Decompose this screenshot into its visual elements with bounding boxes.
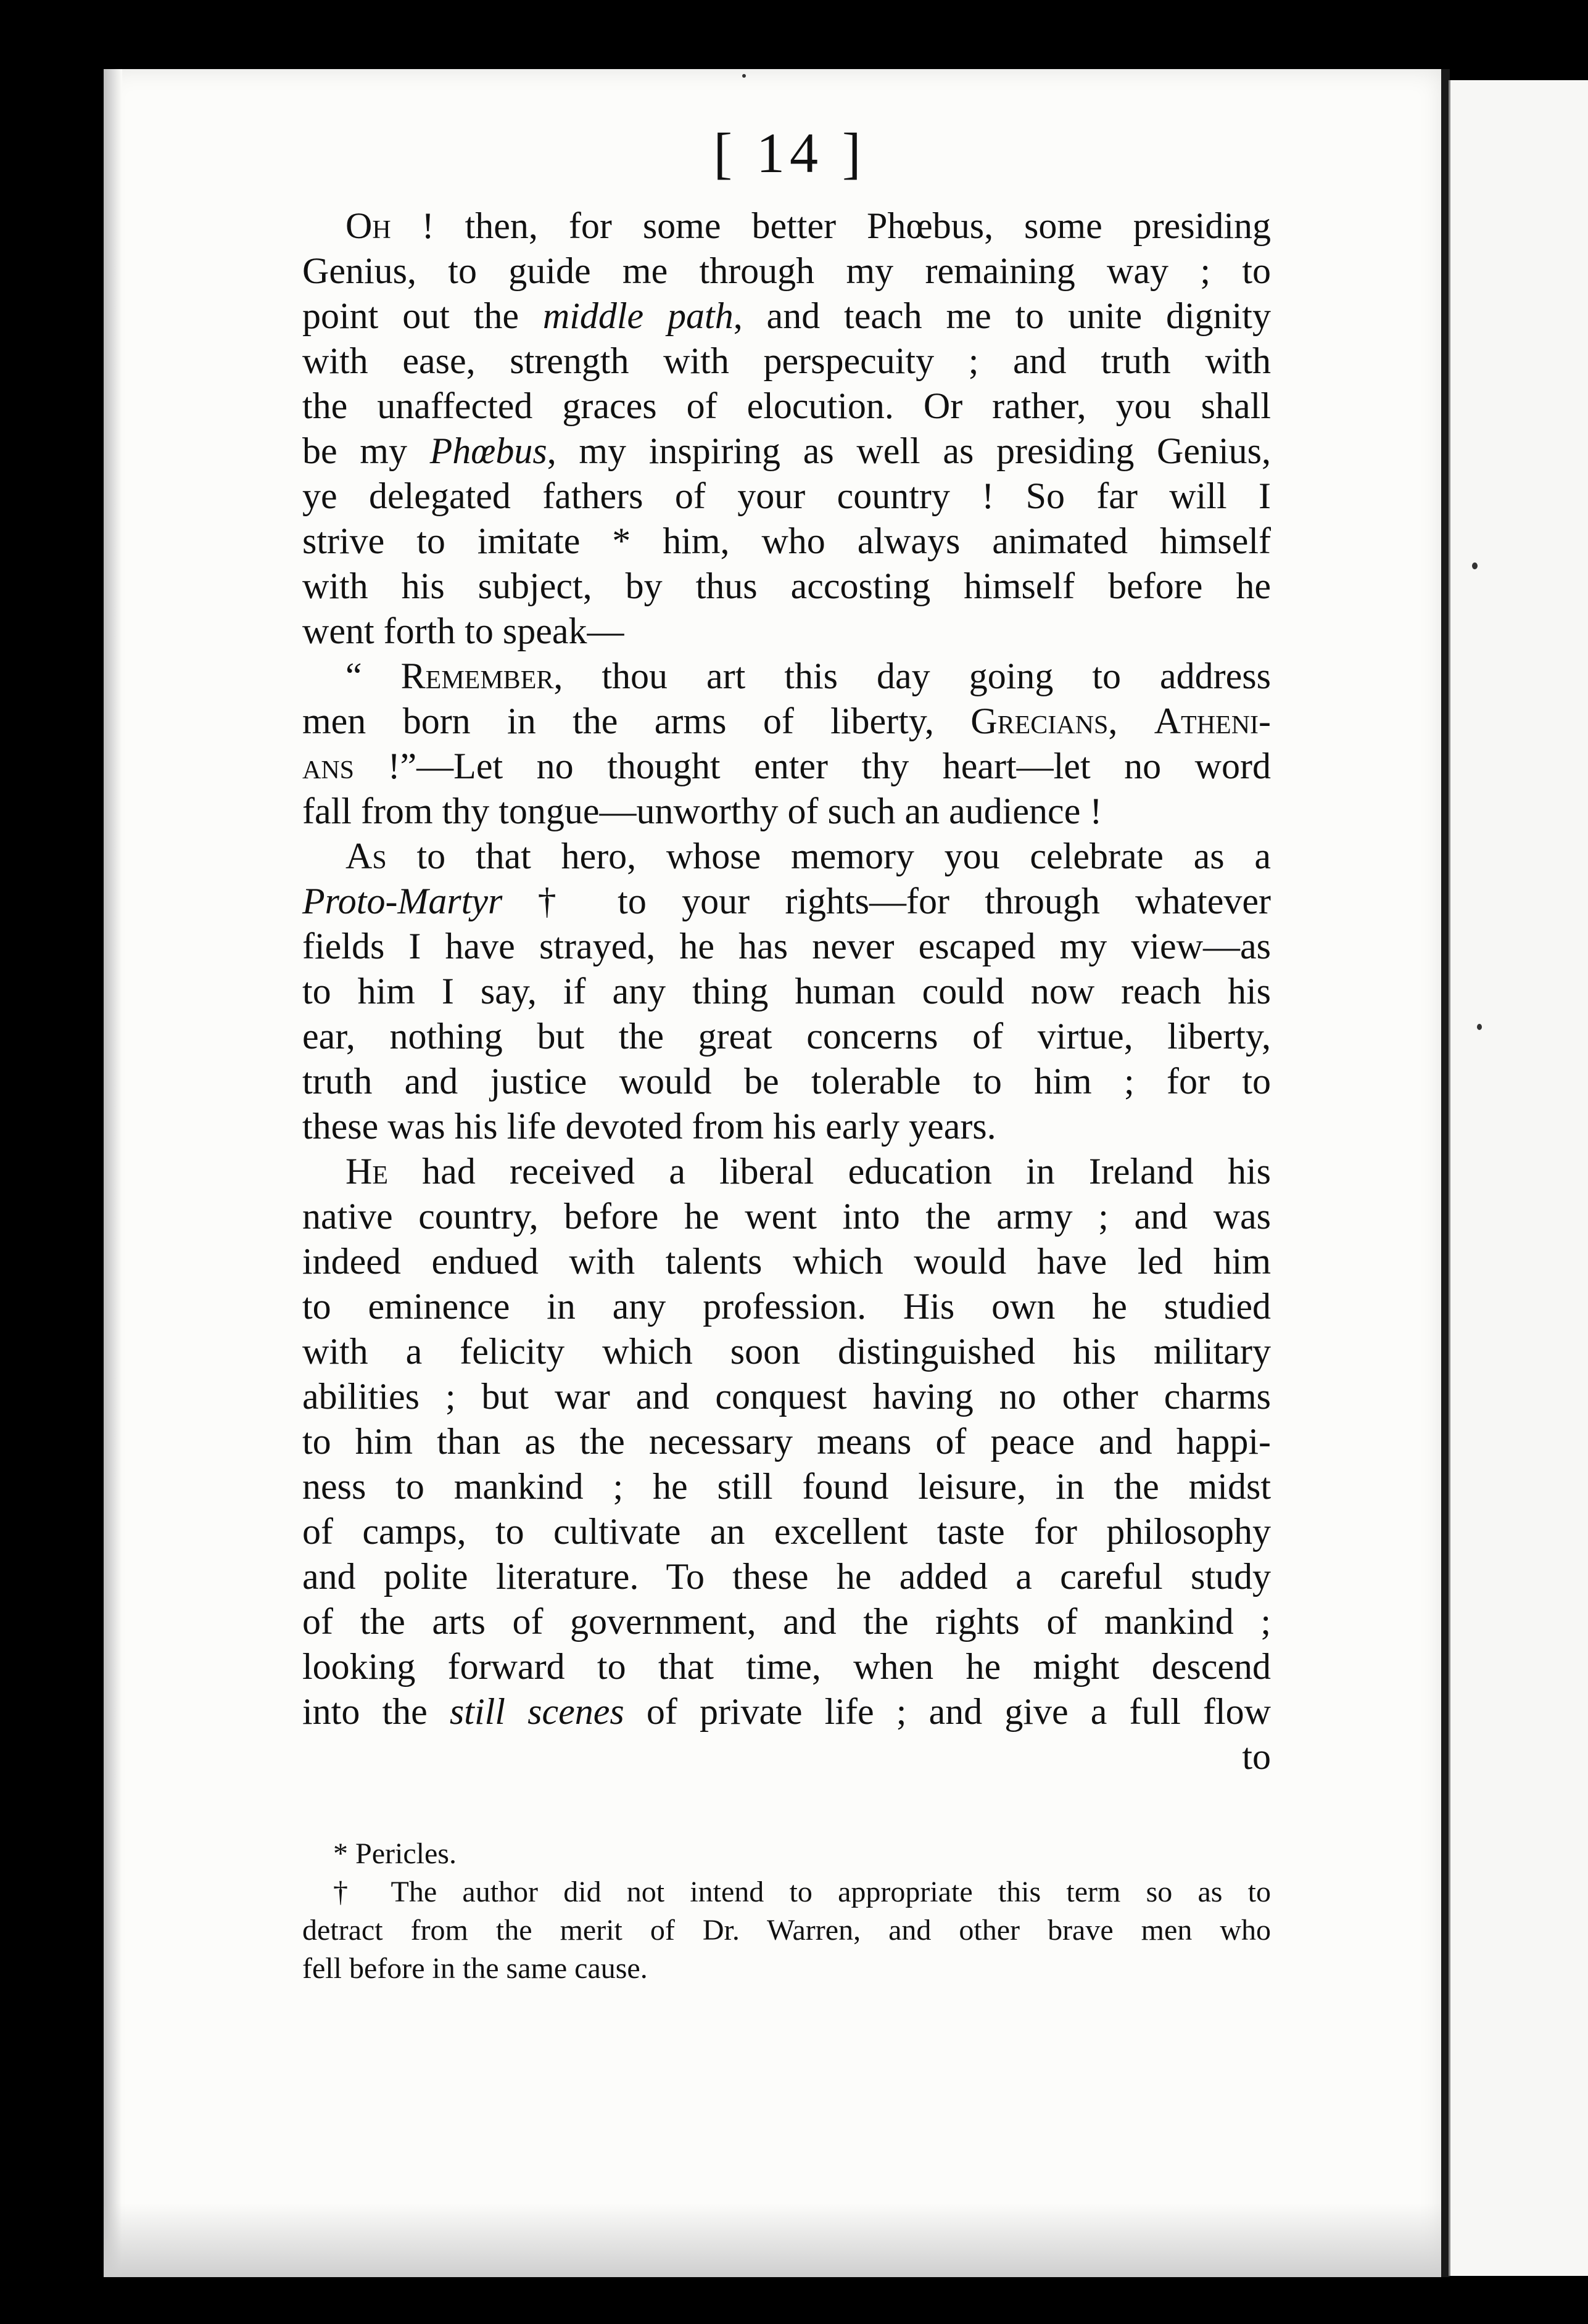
small-caps-run: Atheni-	[1154, 701, 1271, 741]
footnote: * Pericles.	[333, 1837, 457, 1870]
small-caps-run: ans	[302, 746, 355, 786]
text-line: abilities ; but war and conquest having no other charms	[302, 1376, 1271, 1417]
text-run: into the	[302, 1691, 450, 1732]
text-line	[302, 879, 1271, 924]
text-line: ear, nothing but the great concerns of virtue, liberty,	[302, 1016, 1271, 1057]
text-run: men born in the arms of liberty,	[302, 701, 971, 741]
ink-speck	[1472, 562, 1478, 569]
text-line: ye delegated fathers of your country ! So far will I	[302, 476, 1271, 516]
text-line: strive to imitate * him, who always animated himself	[302, 521, 1271, 561]
text-line	[302, 429, 1271, 474]
page-bottom-shadow	[104, 2203, 1442, 2277]
text-run: !”—Let no thought enter thy heart—let no word	[354, 746, 1271, 786]
footnote: fell before in the same cause.	[302, 1952, 648, 1985]
text-run: , and teach me to unite dignity	[733, 295, 1271, 336]
text-line: and polite literature. To these he added a careful study	[302, 1556, 1271, 1597]
text-line: these was his life devoted from his early years.	[302, 1106, 996, 1147]
footnote: † The author did not intend to appropriate this term so as to	[333, 1876, 1271, 1908]
text-run: , my inspiring as well as presiding Genius,	[547, 431, 1271, 471]
text-run: ! then, for some better Phœbus, some presiding	[391, 205, 1271, 246]
text-line	[302, 744, 1271, 789]
text-run: had received a liberal education in Ireland his	[388, 1151, 1271, 1192]
text-line	[302, 294, 1271, 339]
italic-run: still scenes	[449, 1691, 624, 1732]
italic-run: Proto-Martyr	[302, 881, 503, 921]
text-run: point out the	[302, 295, 543, 336]
ink-speck	[742, 74, 746, 78]
text-line: with his subject, by thus accosting himself before he	[302, 566, 1271, 606]
text-line	[302, 204, 1271, 249]
text-line: with a felicity which soon distinguished his military	[302, 1331, 1271, 1372]
drop-word: As	[345, 836, 387, 876]
text-line	[302, 1689, 1271, 1734]
text-run: † to your rights—for through whatever	[502, 881, 1271, 921]
drop-word: He	[345, 1151, 388, 1192]
text-line: of the arts of government, and the rights of mankind ;	[302, 1601, 1271, 1642]
text-line: the unaffected graces of elocution. Or rather, you shall	[302, 385, 1271, 426]
text-line: native country, before he went into the army ; and was	[302, 1196, 1271, 1237]
small-caps-run: Grecians	[970, 701, 1109, 741]
text-run: , thou art this day going to address	[553, 656, 1271, 696]
text-line: to eminence in any profession. His own he studied	[302, 1286, 1271, 1327]
text-run: of private life ; and give a full flow	[624, 1691, 1271, 1732]
text-run: ,	[1108, 701, 1154, 741]
footnote: detract from the merit of Dr. Warren, and other brave men who	[302, 1914, 1271, 1947]
text-run: “	[345, 656, 401, 696]
italic-run: middle path	[542, 295, 734, 336]
text-line	[302, 699, 1271, 744]
small-caps-run: Remember	[400, 656, 554, 696]
text-line: with ease, strength with perspecuity ; and truth with	[302, 340, 1271, 381]
text-line: to him I say, if any thing human could now reach his	[302, 971, 1271, 1012]
catchword: to	[1242, 1736, 1271, 1777]
text-line: truth and justice would be tolerable to him ; for to	[302, 1061, 1271, 1102]
text-line: looking forward to that time, when he might descend	[302, 1646, 1271, 1687]
text-line: ness to mankind ; he still found leisure, in the midst	[302, 1466, 1271, 1507]
text-line	[302, 1149, 1271, 1194]
text-line: indeed endued with talents which would have led him	[302, 1241, 1271, 1282]
text-run: be my	[302, 431, 430, 471]
text-line	[302, 834, 1271, 879]
body-text	[302, 204, 1271, 1779]
drop-word: Oh	[345, 205, 391, 246]
text-line: fall from thy tongue—unworthy of such an audience !	[302, 791, 1102, 831]
text-run: to that hero, whose memory you celebrate as a	[386, 836, 1271, 876]
text-line: of camps, to cultivate an excellent taste for philosophy	[302, 1511, 1271, 1552]
text-line: to him than as the necessary means of peace and happi-	[302, 1421, 1271, 1462]
italic-run: Phœbus	[429, 431, 547, 471]
text-line: went forth to speak—	[302, 611, 624, 651]
page-number-header: [ 14 ]	[713, 122, 866, 184]
text-line: Genius, to guide me through my remaining way ; to	[302, 250, 1271, 291]
footnotes	[302, 1835, 1271, 1988]
ink-speck	[1477, 1024, 1482, 1030]
text-line	[302, 654, 1271, 699]
page-edge-shadow	[104, 69, 122, 2277]
facing-page-edge	[1449, 80, 1588, 2276]
text-line: fields I have strayed, he has never escaped my view—as	[302, 926, 1271, 966]
